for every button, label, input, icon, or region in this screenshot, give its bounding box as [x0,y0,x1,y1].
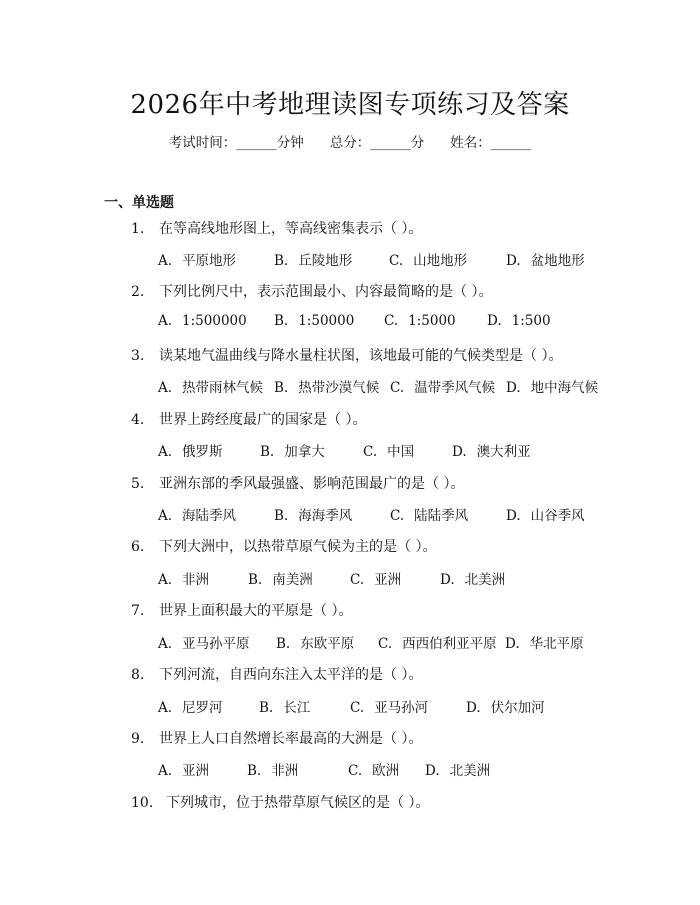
option-text: 1:5000 [408,313,456,329]
option-letter: C. [384,313,399,329]
option-text: 陆陆季风 [414,508,469,524]
option-text: 东欧平原 [300,636,355,652]
option-text: 山地地形 [413,253,468,269]
option-letter: C. [350,572,365,588]
answer-option [158,759,209,779]
question-number: 8. [131,667,145,683]
question-text [131,728,422,748]
option-text: 澳大利亚 [476,444,531,460]
option-letter: C. [348,763,363,779]
question-stem: 读某地气温曲线与降水量柱状图，该地最可能的气候类型是（ ）。 [159,348,563,364]
answer-option [506,249,585,269]
option-letter: B. [248,572,263,588]
answer-option [378,632,497,652]
option-letter: D. [425,763,440,779]
question-text [131,345,562,365]
question-stem: 世界上面积最大的平原是（ ）。 [159,603,353,619]
question-number: 6. [131,539,145,555]
answer-option [247,759,298,779]
option-text: 地中海气候 [530,380,599,396]
question-number: 3. [131,348,145,364]
question-number: 9. [131,731,145,747]
answer-option [363,440,414,460]
question-text [131,409,366,429]
option-letter: A. [158,444,173,460]
answer-option [259,696,310,716]
answer-option [440,568,505,588]
option-letter: A. [158,380,173,396]
option-text: 俄罗斯 [182,444,223,460]
question-stem: 下列大洲中，以热带草原气候为主的是（ ）。 [159,539,437,555]
option-letter: A. [158,700,173,716]
option-letter: A. [158,313,173,329]
answer-option [425,759,490,779]
answer-option [158,249,236,269]
question-number: 5. [131,476,145,492]
answer-option [506,504,585,524]
total-score-field: 总分：______分 [329,135,425,151]
answer-option [274,376,379,396]
answer-option [248,568,313,588]
option-letter: B. [247,763,262,779]
section-heading: 一、单选题 [104,195,174,211]
answer-option [158,504,236,524]
answer-option [350,568,401,588]
option-text: 欧洲 [372,763,400,779]
option-letter: A. [158,763,173,779]
option-letter: D. [506,380,521,396]
option-text: 非洲 [271,763,299,779]
question-stem: 下列比例尺中，表示范围最小、内容最简略的是（ ）。 [159,284,493,300]
question-stem: 世界上跨经度最广的国家是（ ）。 [159,412,367,428]
question-text [131,600,352,620]
answer-option [260,440,325,460]
option-text: 非洲 [182,572,210,588]
answer-option [390,376,495,396]
answer-option [452,440,531,460]
question-stem: 下列河流，自西向东注入太平洋的是（ ）。 [159,667,423,683]
option-letter: A. [158,253,173,269]
option-letter: C. [378,636,393,652]
option-text: 丘陵地形 [298,253,353,269]
question-text [131,792,429,812]
option-letter: A. [158,636,173,652]
option-text: 北美洲 [464,572,506,588]
option-text: 海陆季风 [182,508,237,524]
option-text: 中国 [387,444,415,460]
option-text: 1:500000 [182,313,247,329]
option-letter: D. [487,313,502,329]
option-text: 亚洲 [182,763,210,779]
option-text: 山谷季风 [530,508,585,524]
option-text: 亚马孙平原 [182,636,250,652]
answer-option [158,313,247,329]
option-text: 西西伯利亚平原 [402,636,497,652]
option-letter: B. [274,313,289,329]
page-title: 2026年中考地理读图专项练习及答案 [130,90,570,120]
option-letter: A. [158,572,173,588]
question-text [131,536,436,556]
option-text: 温带季风气候 [414,380,496,396]
question-stem: 在等高线地形图上，等高线密集表示（ ）。 [159,221,423,237]
answer-option [276,632,354,652]
answer-option [348,759,399,779]
option-letter: D. [505,636,520,652]
option-text: 1:500 [511,313,551,329]
option-letter: B. [259,700,274,716]
question-stem: 亚洲东部的季风最强盛、影响范围最广的是（ ）。 [159,476,465,492]
answer-option [158,376,263,396]
question-text [131,218,422,238]
option-text: 长江 [283,700,311,716]
option-text: 华北平原 [529,636,584,652]
option-text: 盆地地形 [530,253,585,269]
option-letter: C. [363,444,378,460]
option-letter: C. [350,700,365,716]
option-letter: B. [274,380,289,396]
question-number: 7. [131,603,145,619]
option-text: 亚洲 [374,572,402,588]
question-number: 10. [131,795,154,811]
answer-option [158,440,223,460]
question-stem: 下列城市，位于热带草原气候区的是（ ）。 [166,795,430,811]
option-letter: D. [506,508,521,524]
answer-option [350,696,428,716]
option-letter: D. [440,572,455,588]
answer-option [506,376,598,396]
answer-option [384,313,456,329]
exam-info [0,131,700,151]
option-letter: C. [389,253,404,269]
answer-option [274,313,354,329]
option-letter: B. [274,508,289,524]
question-text [131,473,464,493]
student-name-field: 姓名：______ [450,135,532,151]
answer-option [487,313,551,329]
exam-time-field: 考试时间：______分钟 [168,135,304,151]
option-letter: D. [466,700,481,716]
option-text: 1:50000 [298,313,355,329]
question-number: 4. [131,412,145,428]
question-text [131,281,492,301]
option-text: 亚马孙河 [374,700,429,716]
option-letter: C. [390,380,405,396]
option-text: 平原地形 [182,253,237,269]
answer-option [158,696,223,716]
option-letter: B. [276,636,291,652]
question-text [131,664,422,684]
option-letter: B. [260,444,275,460]
answer-option [274,249,352,269]
question-number: 1. [131,221,145,237]
option-text: 加拿大 [284,444,325,460]
option-letter: D. [506,253,521,269]
answer-option [505,632,584,652]
answer-option [389,249,467,269]
option-letter: A. [158,508,173,524]
answer-option [274,504,352,524]
option-letter: B. [274,253,289,269]
answer-option [466,696,545,716]
option-text: 伏尔加河 [490,700,545,716]
option-text: 北美洲 [449,763,491,779]
option-letter: C. [390,508,405,524]
option-text: 海海季风 [298,508,353,524]
option-text: 热带雨林气候 [182,380,264,396]
answer-option [158,568,209,588]
question-number: 2. [131,284,145,300]
answer-option [158,632,250,652]
option-letter: D. [452,444,467,460]
option-text: 尼罗河 [182,700,223,716]
option-text: 南美洲 [272,572,313,588]
option-text: 热带沙漠气候 [298,380,380,396]
answer-option [390,504,468,524]
question-stem: 世界上人口自然增长率最高的大洲是（ ）。 [159,731,423,747]
